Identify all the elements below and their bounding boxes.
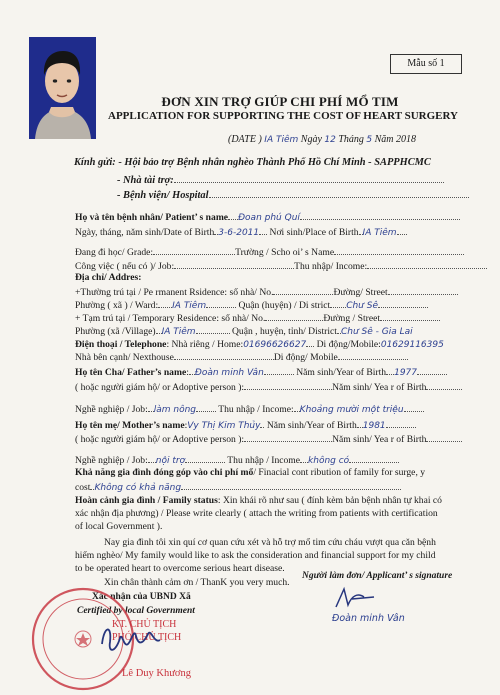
- patient-name-line: Họ và tên bệnh nhân/ Patient’ s name Đoan phú Quí: [75, 210, 460, 224]
- patient-dob-value: 3-6-2011: [218, 228, 260, 238]
- title-en: APPLICATION FOR SUPPORTING THE COST OF HEART SURGERY: [108, 110, 458, 122]
- date-month: 5: [366, 135, 373, 145]
- ability-value-line: cost Không có khả năng: [75, 480, 401, 494]
- applicant-signature: [330, 585, 380, 613]
- form-number: Mẫu số 1: [390, 54, 462, 74]
- certify-en: Certified by local Government: [77, 606, 195, 616]
- date-day: 12: [324, 135, 336, 145]
- father-job-value: làm nông: [153, 405, 197, 415]
- father-income-value: Khoảng mười một triệu: [299, 405, 404, 415]
- patient-dob-line: Ngày, tháng, năm sinh/Date of Birth 3-6-2011 Nơi sinh/Place of Birth IA Tiêm: [75, 225, 407, 239]
- father-name-value: Đoàn minh Vân: [194, 368, 264, 378]
- city-value: Chư Sê - Gia Lai: [340, 327, 413, 337]
- mother-name-value: Vy Thị Kim Thủy: [187, 421, 261, 431]
- father-birth-value: 1977: [394, 368, 417, 378]
- village-line: Phường (xã /Village) IA Tiêm Quận , huyện, tỉnh/ District Chư Sê - Gia Lai: [75, 326, 413, 337]
- mother-job-value: nội trợ: [155, 456, 186, 466]
- ability-line: Khả năng gia đình đóng góp vào chi phí mổ/ Finacial cont ribution of family for surge, y: [75, 467, 426, 478]
- father-line: Họ tên Cha/ Father’s name: Đoàn minh Vân Năm sinh/Year of Birth 1977: [75, 365, 447, 379]
- request-line-1: Nay gia đình tôi xin quí cơ quan cứu xét và hỗ trợ mổ tim cứu cháu vượt qua căn bệnh: [104, 537, 436, 548]
- father-guardian-line: ( hoặc người giám hộ/ or Adoptive person ): Năm sinh/ Yea r of Birth: [75, 380, 462, 394]
- date-place: IA Tiêm: [264, 135, 299, 145]
- phone-home-value: 01696626627: [243, 340, 307, 350]
- hospital-line: - Bệnh viện/ Hospital: [117, 188, 469, 202]
- applicant-label: Người làm đơn/ Applicant’ s signature: [302, 571, 453, 581]
- recipient-line: Kính gửi: - Hội bảo trợ Bệnh nhân nghèo Thành Phố Hồ Chí Minh - SAPPHCMC: [74, 157, 431, 168]
- family-line-2: xác nhận địa phương) / Please write clearly ( attach the writing from patients with certification: [75, 508, 438, 519]
- official-name: Lê Duy Khương: [122, 668, 191, 679]
- title-vi: ĐƠN XIN TRỢ GIÚP CHI PHÍ MỔ TIM: [161, 94, 399, 109]
- stamp-title-1: KT. CHỦ TỊCH: [112, 619, 177, 630]
- stamp-title-2: PHÓ CHỦ TỊCH: [112, 632, 182, 643]
- district-value: Chư Sê: [346, 301, 378, 311]
- request-line-2: hiểm nghèo/ My family would like to ask the consideration and financial support for my child: [75, 550, 436, 561]
- mother-guardian-line: ( hoặc người giám hộ/ or Adoptive person ): Năm sinh/ Yea r of Birth: [75, 432, 462, 446]
- applicant-name: Đoàn minh Vân: [332, 613, 405, 624]
- patient-photo: [29, 37, 96, 139]
- address-heading: Địa chỉ/ Addres:: [75, 272, 142, 283]
- patient-job-line: Công việc ( nếu có )/ Job: Thu nhập/ Income:: [75, 259, 487, 273]
- patient-grade-line: Đang đi học/ Grade: Trường / Scho oi’ s Name: [75, 245, 464, 259]
- official-signature: [96, 614, 166, 659]
- thanks-line: Xin chân thành cảm ơn / ThanK you very much.: [104, 577, 290, 588]
- date-line: (DATE ) IA Tiêm Ngày 12 Tháng 5 Năm 2018: [228, 134, 417, 145]
- sponsor-line: - Nhà tài trợ:: [117, 173, 444, 187]
- neighbour-line: Nhà bên cạnh/ Nexthouse Di động/ Mobile: [75, 350, 408, 364]
- ward-line: Phường ( xã ) / Ward: IA Tiêm Quận (huyện) / Di strict Chư Sê: [75, 298, 428, 312]
- phone-line: Điện thoại / Telephone: Nhà riêng / Home:01696626627 Di động/Mobile:01629116395: [75, 339, 444, 350]
- mother-birth-value: 1981: [362, 421, 386, 431]
- family-line-3: of local Government ).: [75, 521, 163, 532]
- village-value: IA Tiêm: [161, 327, 196, 337]
- request-line-3: to be operated heart to overcome serious heart disease.: [75, 563, 285, 574]
- ability-value: Không có khả năng: [94, 483, 182, 493]
- perm-residence-line: +Thường trú tại / Pe rmanent Rsidence: số nhà/ No. Đường/ Street: [75, 285, 458, 299]
- mother-income-value: không có: [308, 456, 350, 466]
- patient-name-value: Đoan phú Quí: [238, 213, 300, 223]
- temp-residence-line: + Tạm trú tại / Temporary Residence: số nhà/ No. Đường / Street: [75, 311, 440, 325]
- ward-value: IA Tiêm: [172, 301, 207, 311]
- father-job-line: Nghề nghiệp / Job: làm nông Thu nhập / Income: Khoảng mười một triệu: [75, 402, 424, 416]
- family-line-1: Hoàn cảnh gia đình / Family status: Xin khái rõ như sau ( đính kèm bản bệnh nhân tự khai có: [75, 495, 442, 506]
- certify-vi: Xác nhận của UBND Xã: [92, 592, 191, 602]
- mobile-value: 01629116395: [380, 340, 444, 350]
- patient-pob-value: IA Tiêm: [362, 228, 397, 238]
- mother-job-line: Nghề nghiệp / Job: nội trợ Thu nhập / Income không có: [75, 453, 399, 467]
- mother-line: Họ tên mẹ/ Mother’s name:Vy Thị Kim Thủy Năm sinh/Year of Birth 1981: [75, 418, 416, 432]
